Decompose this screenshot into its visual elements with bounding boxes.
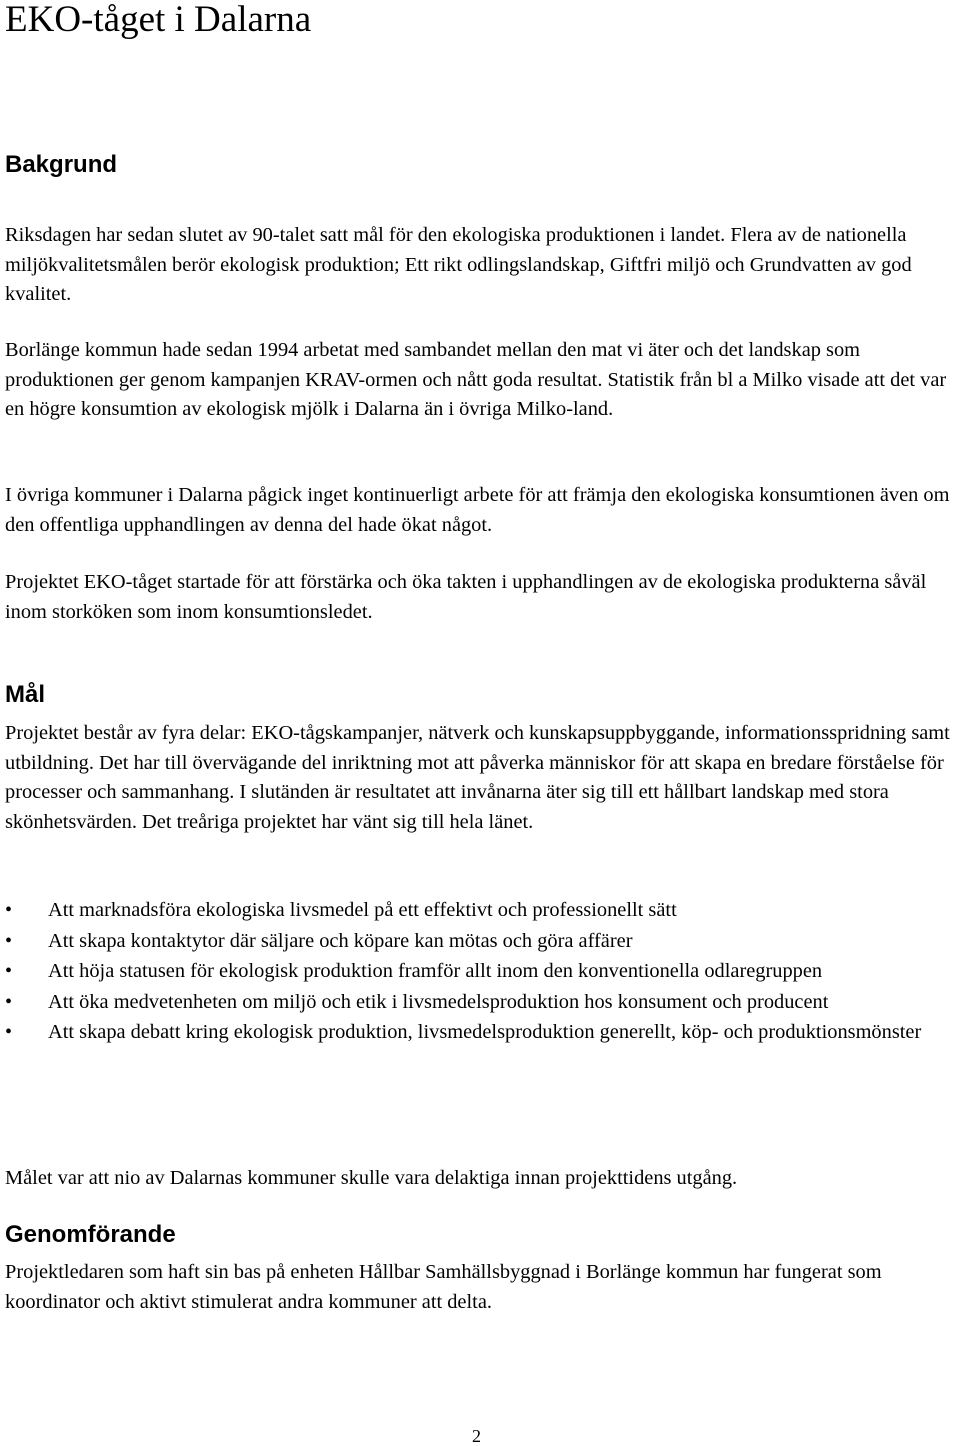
paragraph-mal-conclusion: Målet var att nio av Dalarnas kommuner skulle vara delaktiga innan projekttidens utgång.: [5, 1167, 738, 1189]
paragraph-mal-intro: Projektet består av fyra delar: EKO-tågskampanjer, nätverk och kunskapsuppbyggande, informationsspridning samt utbildning. Det har till övervägande del inriktning mot att påverka människor för att skapa en bredare förståelse för processer och sammanhang. I slutänden är resultatet att invånarna äter sig till ett hållbart landskap med stora skönhetsvärden. Det treåriga projektet har vänt sig till hela länet.: [5, 722, 950, 833]
goals-list: [5, 895, 960, 1048]
paragraph-bakgrund-3: I övriga kommuner i Dalarna pågick inget kontinuerligt arbete för att främja den ekologiska konsumtionen även om den offentliga upphandlingen av denna del hade ökat något.: [5, 484, 950, 536]
list-item-text: Att skapa debatt kring ekologisk produktion, livsmedelsproduktion generellt, köp- och produktionsmönster: [48, 1021, 922, 1043]
paragraph-bakgrund-1: Riksdagen har sedan slutet av 90-talet satt mål för den ekologiska produktionen i landet. Flera av de nationella miljökvalitetsmålen berör ekologisk produktion; Ett rikt odlingslandskap, Giftfri miljö och Grundvatten av god kvalitet.: [5, 224, 912, 305]
list-item-text: Att höja statusen för ekologisk produktion framför allt inom den konventionella odlaregruppen: [48, 960, 823, 982]
list-item: [5, 956, 960, 986]
list-item: [5, 895, 960, 925]
bullet-icon: •: [5, 929, 13, 952]
heading-genomforande: Genomförande: [5, 1221, 176, 1248]
paragraph-bakgrund-4: Projektet EKO-tåget startade för att förstärka och öka takten i upphandlingen av de ekologiska produkterna såväl inom storköken som inom konsumtionsledet.: [5, 571, 927, 623]
document-title: EKO-tåget i Dalarna: [5, 0, 312, 40]
heading-mal: Mål: [5, 681, 46, 708]
bullet-icon: •: [5, 960, 13, 982]
page-number: 2: [472, 1426, 481, 1446]
list-item: [5, 926, 960, 956]
list-item-text: Att marknadsföra ekologiska livsmedel på ett effektivt och professionellt sätt: [48, 899, 677, 921]
list-item: [5, 1017, 960, 1047]
list-item-text: Att skapa kontaktytor där säljare och köpare kan mötas och göra affärer: [48, 929, 633, 952]
bullet-icon: •: [5, 1021, 13, 1043]
bullet-icon: •: [5, 899, 13, 921]
paragraph-bakgrund-2: Borlänge kommun hade sedan 1994 arbetat med sambandet mellan den mat vi äter och det landskap som produktionen ger genom kampanjen KRAV-ormen och nått goda resultat. Statistik från bl a Milko visade att det var en högre konsumtion av ekologisk mjölk i Dalarna än i övriga Milko-land.: [5, 339, 947, 420]
list-item-text: Att öka medvetenheten om miljö och etik i livsmedelsproduktion hos konsument och producent: [48, 990, 829, 1013]
heading-bakgrund: Bakgrund: [5, 151, 118, 178]
paragraph-genomforande: Projektledaren som haft sin bas på enheten Hållbar Samhällsbyggnad i Borlänge kommun har fungerat som koordinator och aktivt stimulerat andra kommuner att delta.: [5, 1261, 882, 1313]
bullet-icon: •: [5, 990, 13, 1013]
list-item: [5, 987, 960, 1017]
